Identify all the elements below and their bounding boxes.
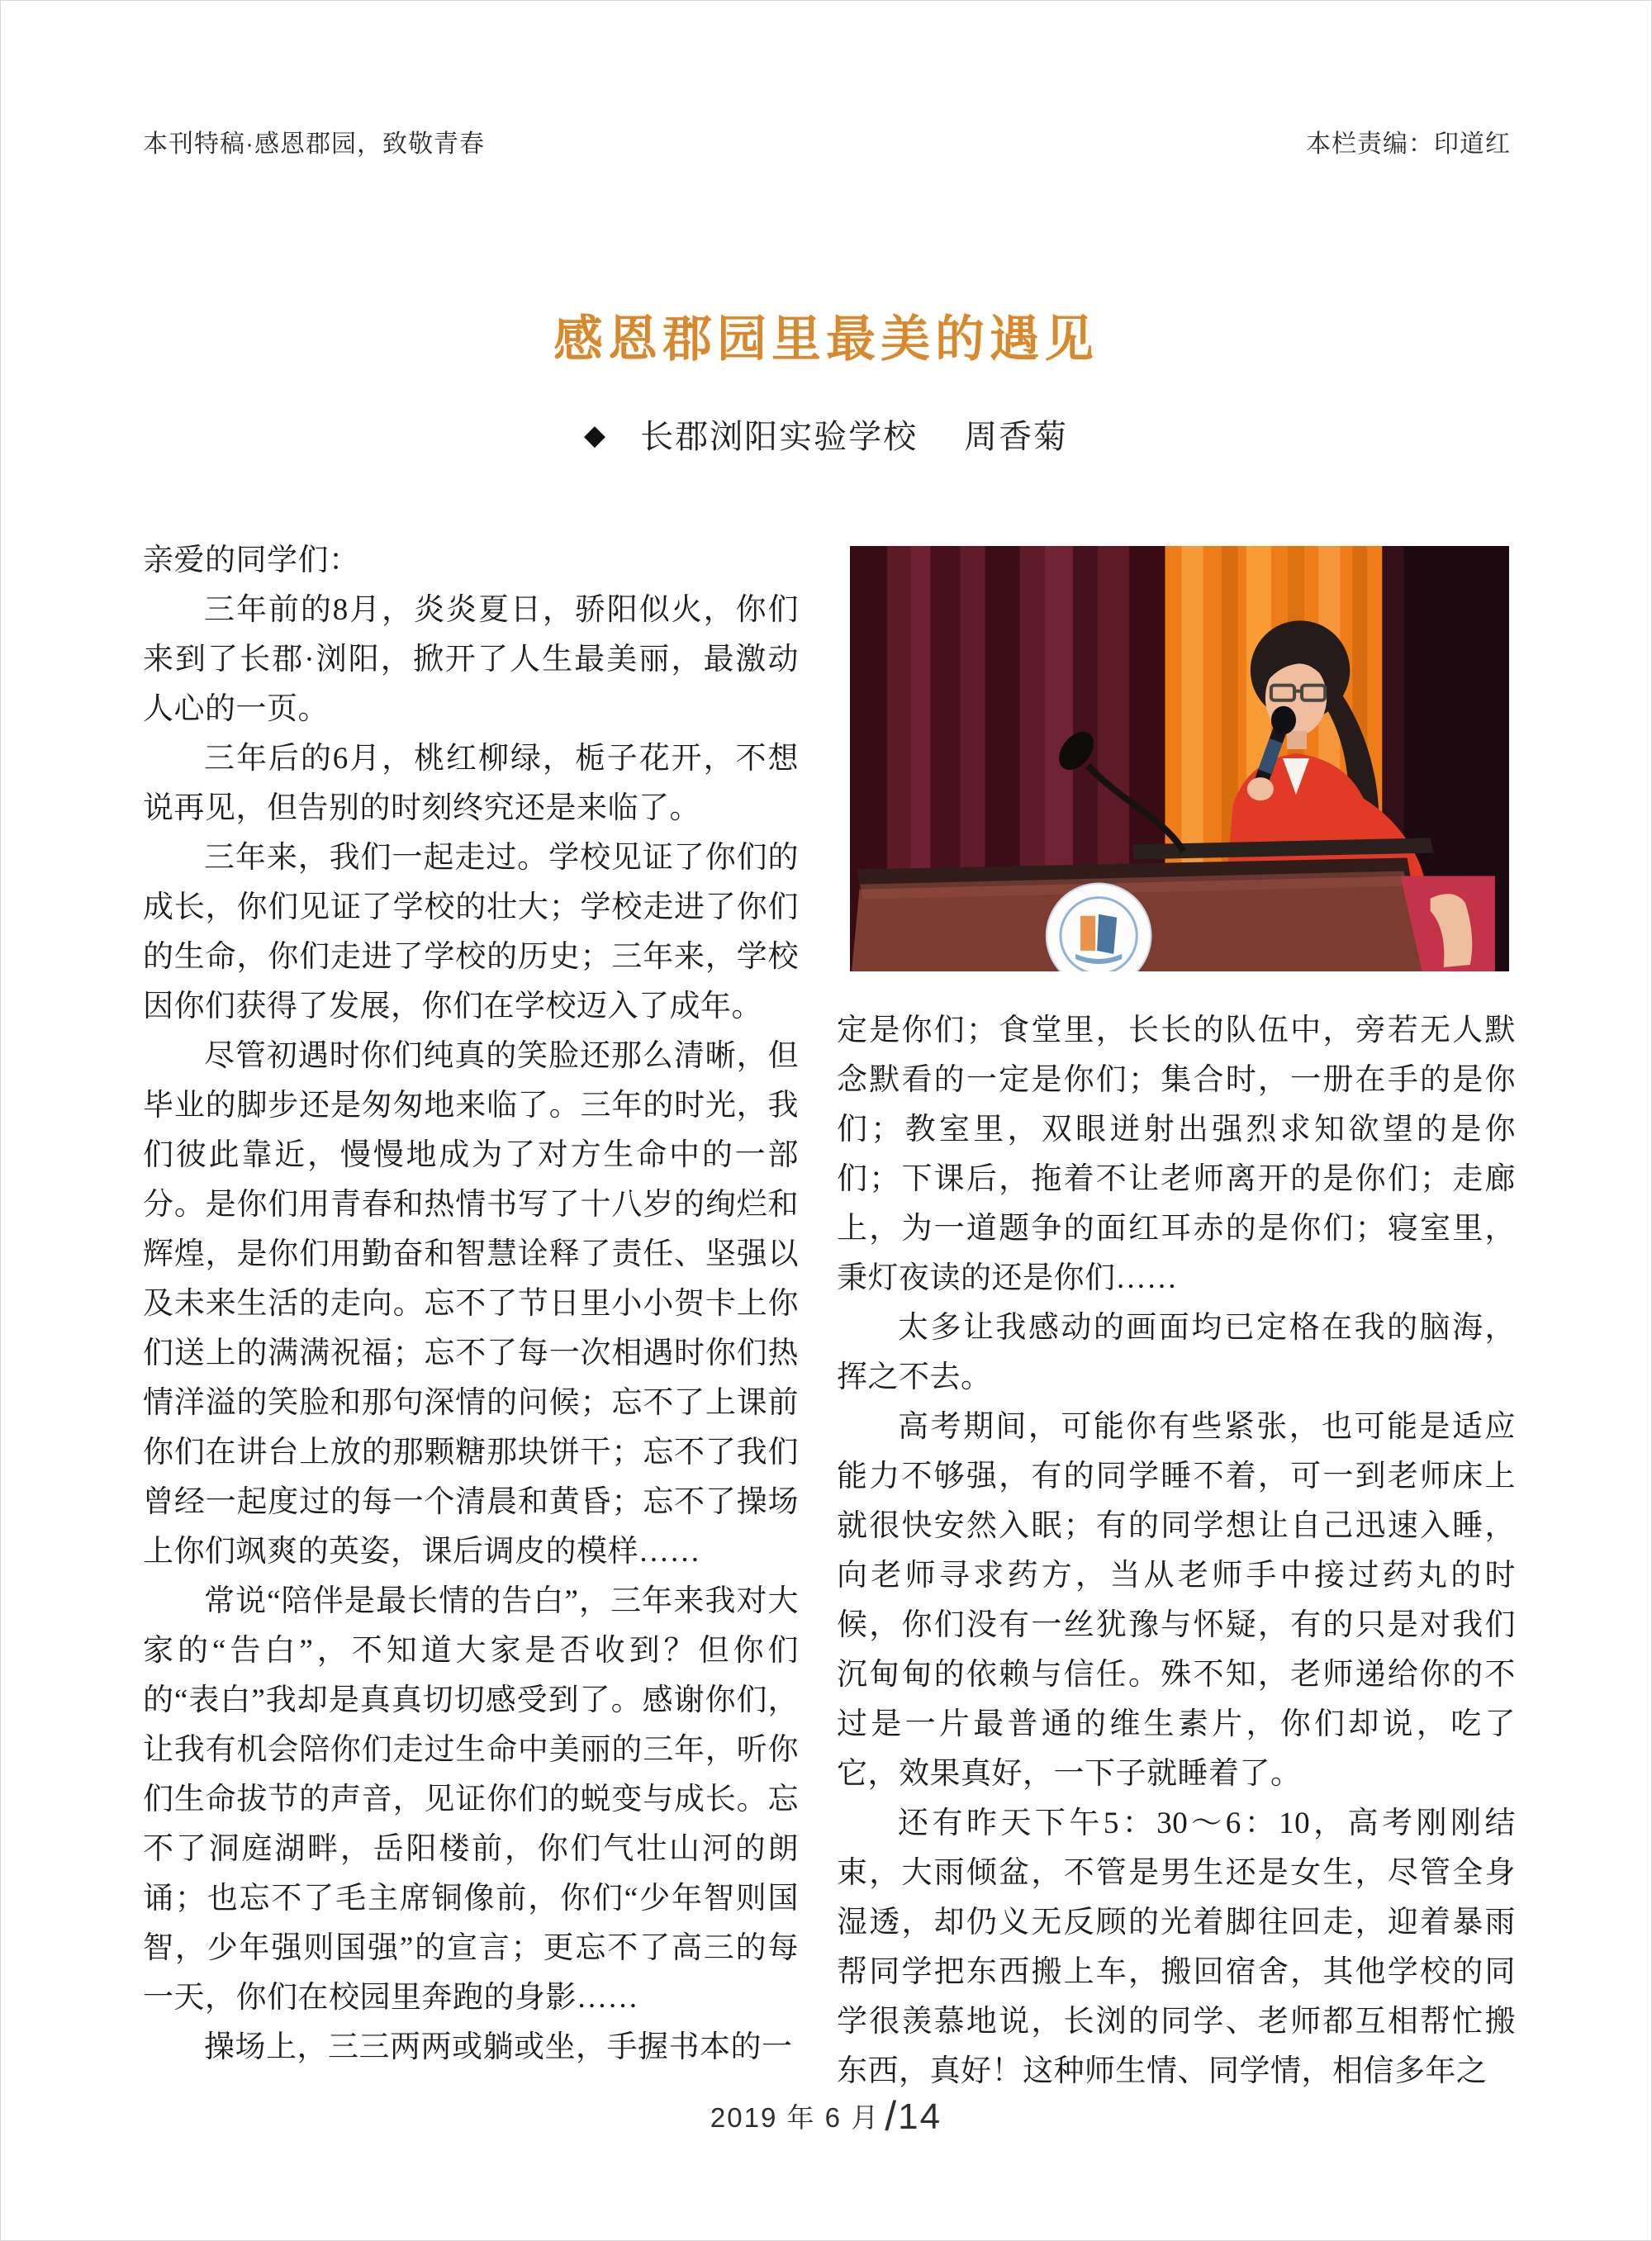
paragraph: 亲爱的同学们：	[143, 544, 360, 577]
page-footer	[1, 2089, 1651, 2137]
header-left-label: 本刊特稿·感恩郡园，致敬青春	[143, 131, 485, 158]
right-column-text	[837, 1006, 1516, 2096]
footer-page-number: 14	[898, 2096, 942, 2137]
byline-school: 长郡浏阳实验学校	[640, 418, 919, 455]
header-right-label: 本栏责编：印道红	[1306, 131, 1511, 158]
photo-illustration	[850, 546, 1509, 971]
paragraph: 常说“陪伴是最长情的告白”，三年来我对大家的“告白”，不知道大家是否收到？但你们的“表白”我却是真真切切感受到了。感谢你们，让我有机会陪你们走过生命中美丽的三年，听你们生命拔节的声音，见证你们的蜕变与成长。忘不了洞庭湖畔，岳阳楼前，你们气壮山河的朗诵；也忘不了毛主席铜像前，你们“少年智则国智，少年强则国强”的宣言；更忘不了高三的每一天，你们在校园里奔跑的身影……	[143, 1584, 799, 2015]
speaker-at-podium-photo	[850, 546, 1509, 971]
paragraph: 三年前的8月，炎炎夏日，骄阳似火，你们来到了长郡·浏阳，掀开了人生最美丽，最激动人心的一页。	[143, 593, 799, 726]
left-column	[143, 536, 799, 2072]
footer-separator: /	[885, 2093, 899, 2139]
footer-date: 2019 年 6 月	[710, 2102, 881, 2133]
page-header	[143, 123, 1511, 159]
paragraph: 定是你们；食堂里，长长的队伍中，旁若无人默念默看的一定是你们；集合时，一册在手的是你们；教室里，双眼迸射出强烈求知欲望的是你们；下课后，拖着不让老师离开的是你们；走廊上，为一道题争的面红耳赤的是你们；寝室里，秉灯夜读的还是你们……	[837, 1014, 1516, 1295]
diamond-icon: ◆	[583, 420, 608, 451]
paragraph: 尽管初遇时你们纯真的笑脸还那么清晰，但毕业的脚步还是匆匆地来临了。三年的时光，我们彼此靠近，慢慢地成为了对方生命中的一部分。是你们用青春和热情书写了十八岁的绚烂和辉煌，是你们用勤奋和智慧诠释了责任、坚强以及未来生活的走向。忘不了节日里小小贺卡上你们送上的满满祝福；忘不了每一次相遇时你们热情洋溢的笑脸和那句深情的问候；忘不了上课前你们在讲台上放的那颗糖那块饼干；忘不了我们曾经一起度过的每一个清晨和黄昏；忘不了操场上你们飒爽的英姿，课后调皮的模样……	[143, 1039, 799, 1569]
byline-author: 周香菊	[964, 418, 1069, 455]
paragraph: 三年来，我们一起走过。学校见证了你们的成长，你们见证了学校的壮大；学校走进了你们的生命，你们走进了学校的历史；三年来，学校因你们获得了发展，你们在学校迈入了成年。	[143, 841, 799, 1023]
right-column	[837, 546, 1516, 2096]
paragraph: 高考期间，可能你有些紧张，也可能是适应能力不够强，有的同学睡不着，可一到老师床上就很快安然入眠；有的同学想让自己迅速入睡，向老师寻求药方，当从老师手中接过药丸的时候，你们没有一丝犹豫与怀疑，有的只是对我们沉甸甸的依赖与信任。殊不知，老师递给你的不过是一片最普通的维生素片，你们却说，吃了它，效果真好，一下子就睡着了。	[837, 1410, 1516, 1791]
article-title: 感恩郡园里最美的遇见	[553, 312, 1099, 367]
paragraph: 操场上，三三两两或躺或坐，手握书本的一	[204, 2030, 793, 2064]
paragraph: 还有昨天下午5：30～6：10，高考刚刚结束，大雨倾盆，不管是男生还是女生，尽管全身湿透，却仍义无反顾的光着脚往回走，迎着暴雨帮同学把东西搬上车，搬回宿舍，其他学校的同学很羡慕地说，长浏的同学、老师都互相帮忙搬东西，真好！这种师生情、同学情，相信多年之	[837, 1807, 1516, 2088]
article-byline	[1, 411, 1651, 458]
paragraph: 太多让我感动的画面均已定格在我的脑海，挥之不去。	[837, 1311, 1516, 1394]
paragraph: 三年后的6月，桃红柳绿，栀子花开，不想说再见，但告别的时刻终究还是来临了。	[143, 742, 799, 825]
